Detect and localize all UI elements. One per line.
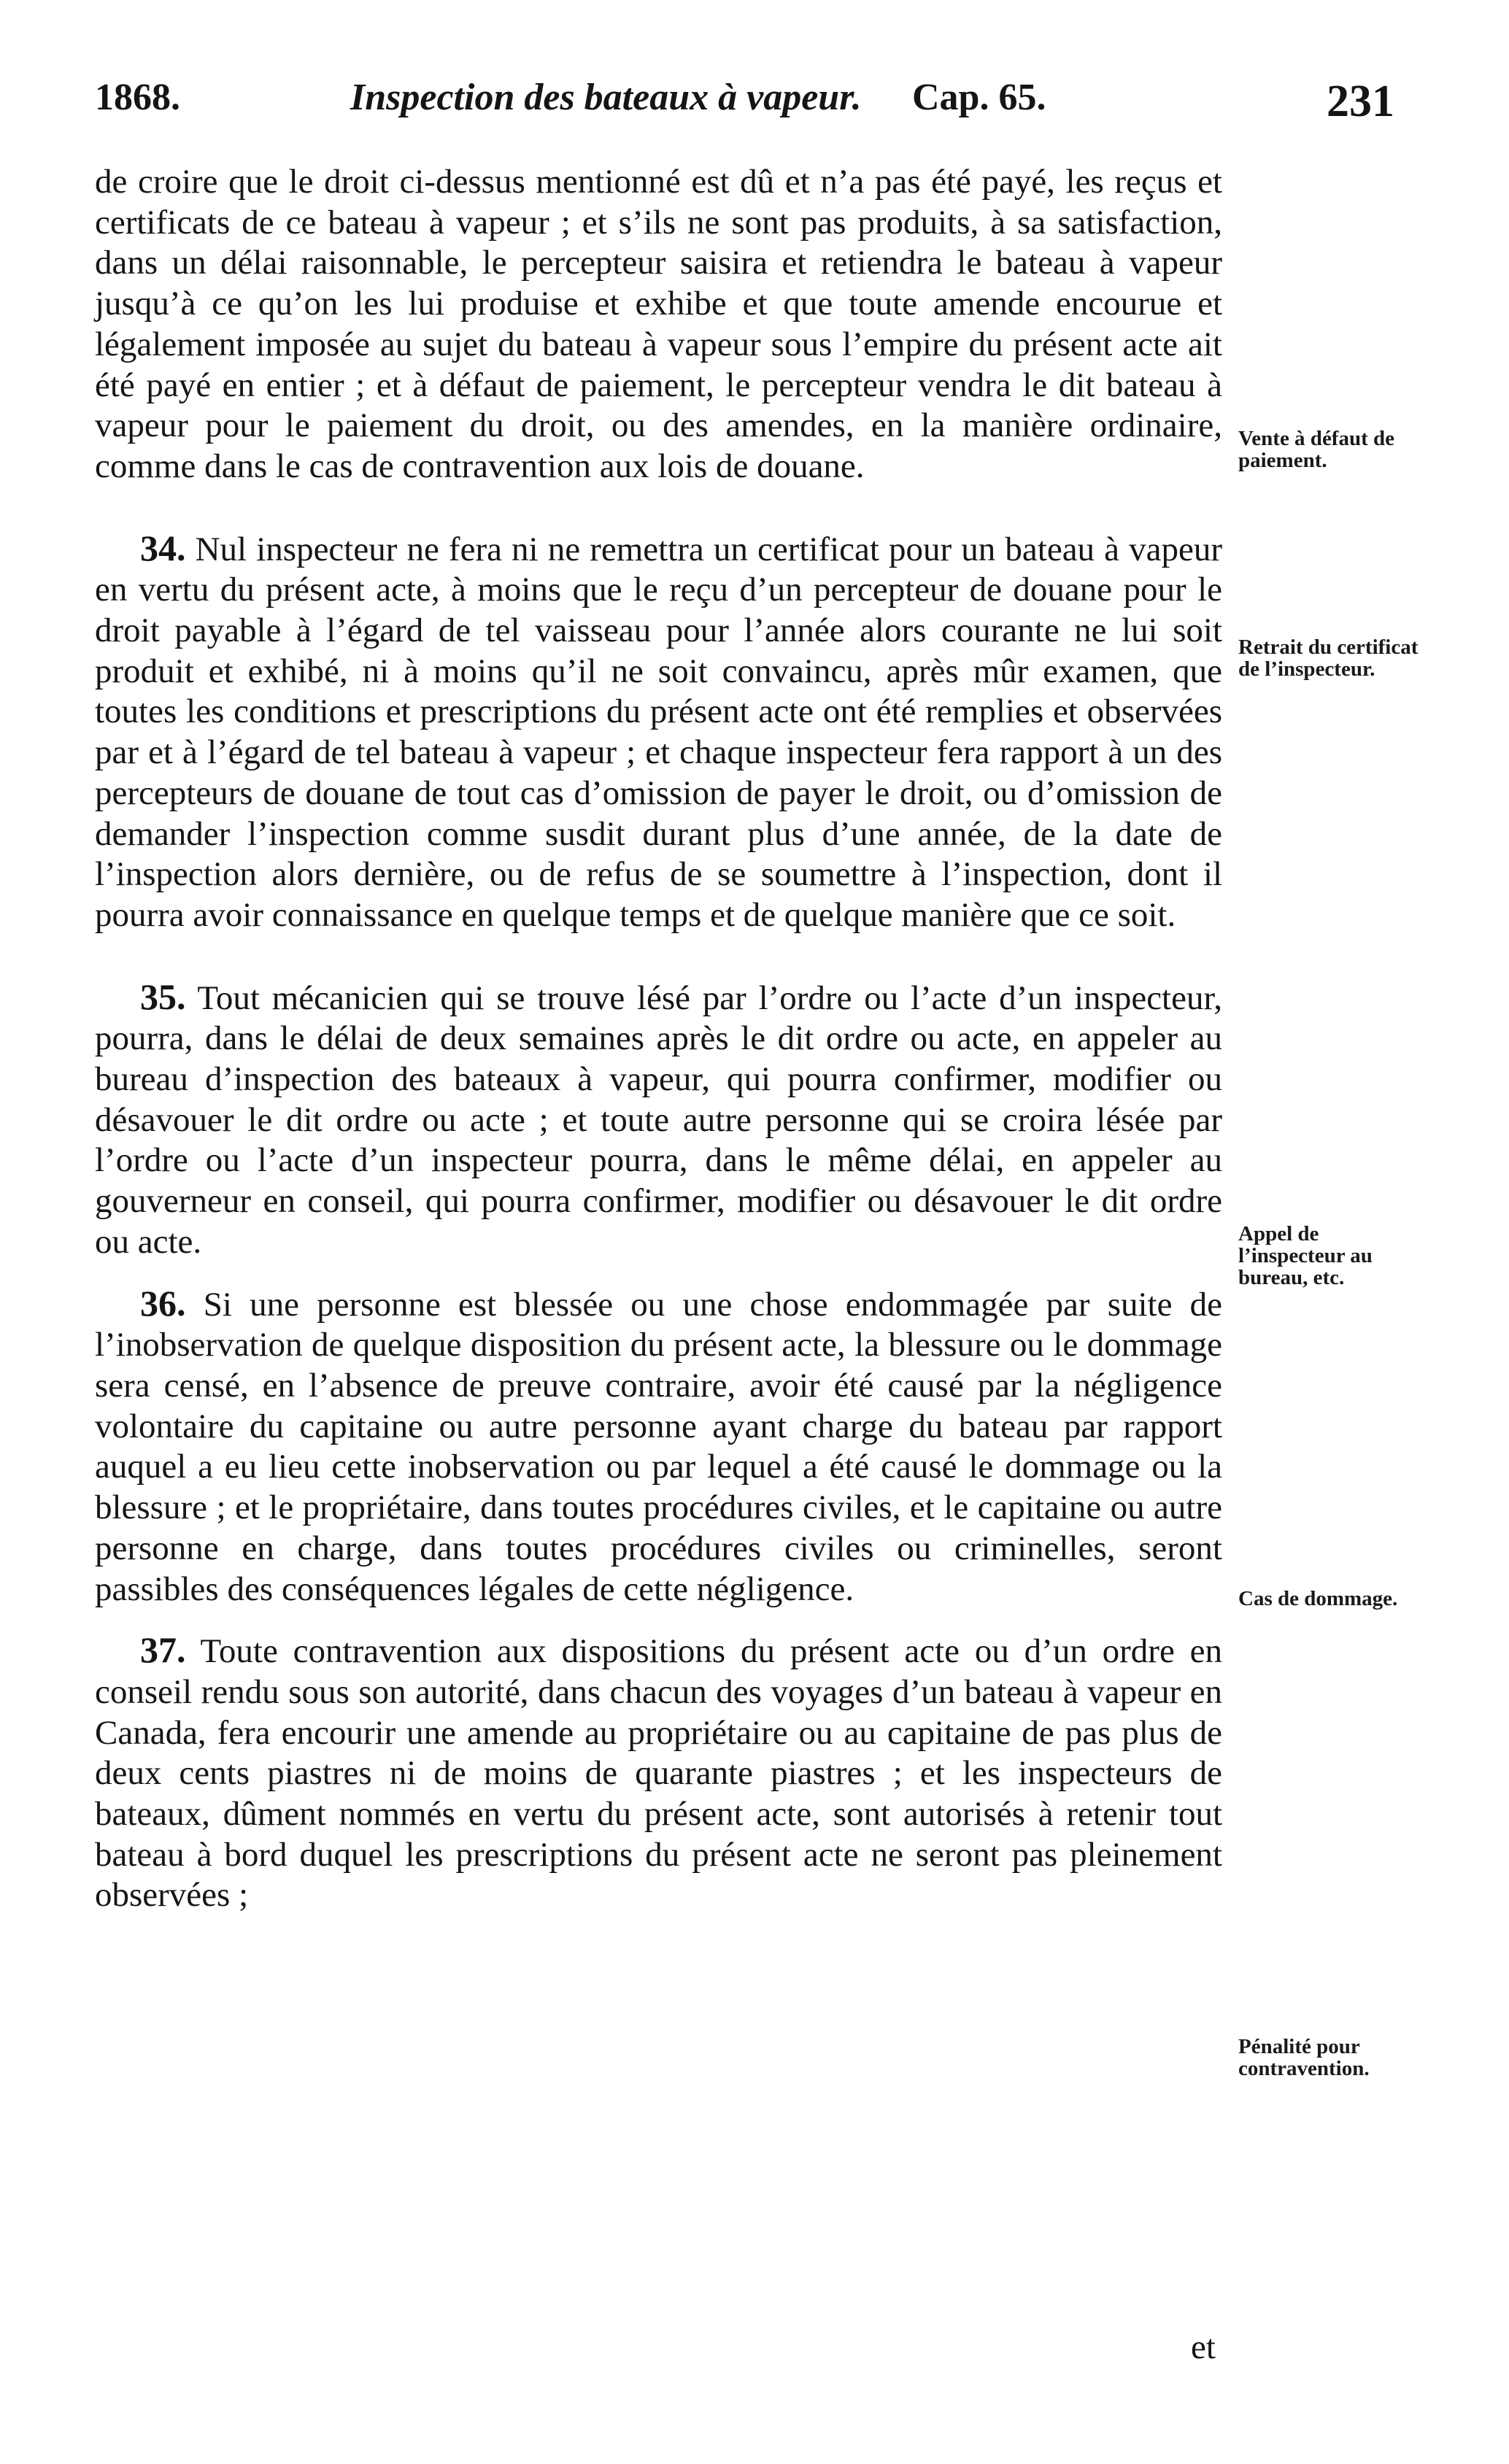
margin-note-retrait: Retrait du certificat de l’inspecteur. [1238,636,1419,681]
header-year: 1868. [95,77,180,118]
section-text: Toute contravention aux dispositions du présent acte ou d’un ordre en conseil rendu sous son autorité, dans chacun des voyages d’un bateau à vapeur en Canada, fera encourir une amende au propriétaire ou au capitaine de pas plus de deux cents piastres ni de moins de quarante piastres ; et les inspecteurs de bateaux, dûment nommés en vertu du présent acte, sont autorisés à retenir tout bateau à bord duquel les prescriptions du présent acte ne seront pas pleinement observées ; [95,1632,1222,1915]
margin-note-penalite: Pénalité pour contravention. [1238,2035,1370,2080]
margin-note-vente: Vente à défaut de paiement. [1238,427,1395,472]
section-37 [95,1630,1222,1916]
section-35 [95,977,1222,1263]
opening-paragraph: de croire que le droit ci-dessus mentionné est dû et n’a pas été payé, les reçus et certificats de ce bateau à vapeur ; et s’ils ne sont pas produits, à sa satisfaction, dans un délai raisonnable, le percepteur saisira et retiendra le bateau à vapeur jusqu’à ce qu’on les lui produise et exhibe et que toute amende encourue et légalement imposée au sujet du bateau à vapeur sous l’empire du présent acte ait été payé en entier ; et à défaut de paiement, le percepteur vendra le dit bateau à vapeur pour le paiement du droit, ou des amendes, en la manière ordinaire, comme dans le cas de contravention aux lois de douane. [95,163,1222,485]
margin-note-appel: Appel de l’inspecteur au bureau, etc. [1238,1222,1373,1289]
running-header [95,76,1435,142]
catchword: et [1191,2328,1216,2366]
main-text-column [95,162,1222,1916]
section-number: 37. [140,1629,186,1671]
section-text: Si une personne est blessée ou une chose endommagée par suite de l’inobservation de quelque disposition du présent acte, la blessure ou le dommage sera censé, en l’absence de preuve contraire, avoir été causé par la négligence volontaire du capitaine ou autre personne ayant charge du bateau par rapport auquel a eu lieu cette inobservation ou par lequel a été causé le dommage ou la blessure ; et le propriétaire, dans toutes procédures civiles, et le capitaine ou autre personne en charge, dans toutes procédures civiles ou criminelles, seront passibles des conséquences légales de cette négligence. [95,1285,1223,1608]
section-text: Nul inspecteur ne fera ni ne remettra un certificat pour un bateau à vapeur en vertu du présent acte, à moins que le reçu d’un percepteur de douane pour le droit payable à l’égard de tel vaisseau pour l’année alors courante ne lui soit produit et exhibé, ni à moins qu’il ne soit convaincu, après mûr examen, que toutes les conditions et prescriptions du présent acte ont été remplies et observées par et à l’égard de tel bateau à vapeur ; et chaque inspecteur fera rapport à un des percepteurs de douane de tout cas d’omission de payer le droit, ou d’omission de demander l’inspection comme susdit durant plus d’une année, de la date de l’inspection alors dernière, ou de refus de se soumettre à l’inspection, dont il pourra avoir connaissance en quelque temps et de quelque manière que ce soit. [95,530,1222,934]
section-number: 36. [140,1282,186,1324]
section-text: Tout mécanicien qui se trouve lésé par l’ordre ou l’acte d’un inspecteur, pourra, dans le délai de deux semaines après le dit ordre ou acte, en appeler au bureau d’inspection des bateaux à vapeur, qui pourra confirmer, modifier ou désavouer le dit ordre ou acte ; et toute autre personne qui se croira lésée par l’ordre ou l’acte d’un inspecteur pourra, dans le même délai, en appeler au gouverneur en conseil, qui pourra confirmer, modifier ou désavouer le dit ordre ou acte. [95,978,1222,1261]
section-number: 34. [140,527,186,568]
header-chapter: Cap. 65. [912,77,1046,118]
section-36 [95,1283,1222,1610]
header-title: Inspection des bateaux à vapeur. [350,77,862,118]
margin-note-dommage: Cas de dommage. [1238,1587,1398,1610]
section-number: 35. [140,976,186,1017]
page-number: 231 [1327,77,1394,126]
section-34 [95,528,1222,936]
